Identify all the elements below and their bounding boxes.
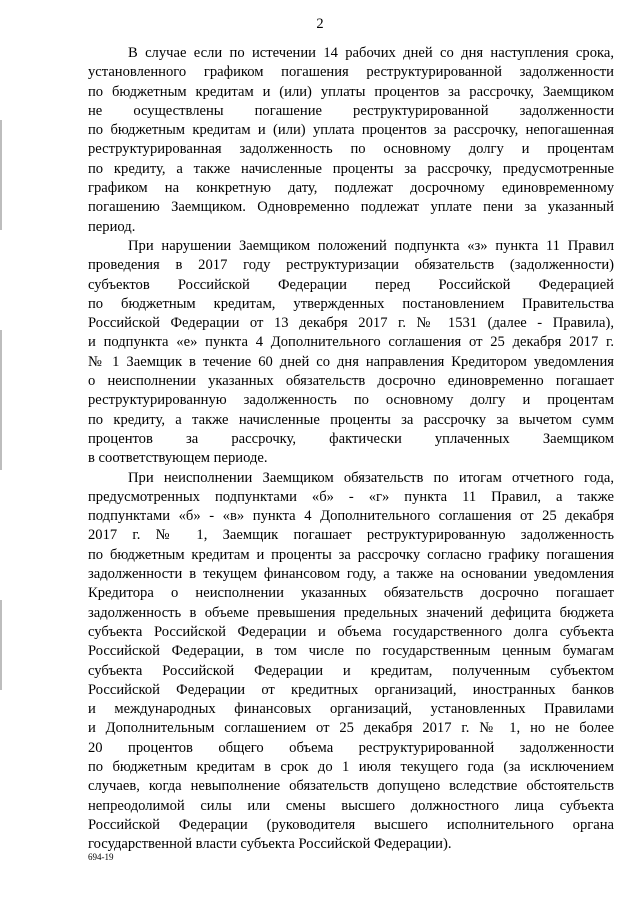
text-line: № 1 Заемщик в течение 60 дней со дня направления Кредитором уведомления	[88, 353, 614, 370]
text-line: задолженности в текущем финансовом году, а также на основании уведомления	[88, 566, 614, 583]
text-line: и Дополнительным соглашением от 25 декабря 2017 г. № 1, но не более	[88, 720, 614, 737]
text-line: реструктурированная задолженность по основному долгу и процентам	[88, 141, 614, 158]
text-line: государственной власти субъекта Российской Федерации).	[88, 836, 452, 853]
text-line: процентов за рассрочку, фактически уплаченных Заемщиком	[88, 430, 614, 447]
text-line: субъектов Российской Федерации перед Российской Федерацией	[88, 276, 614, 293]
text-line: 2017 г. № 1, Заемщик погашает реструктурированную задолженность	[88, 527, 614, 544]
text-line: 20 процентов общего объема реструктурированной задолженности	[88, 739, 614, 756]
text-line: проведения в 2017 году реструктуризации обязательств (задолженности)	[88, 257, 614, 274]
text-line: по бюджетным кредитам и (или) уплаты процентов за рассрочку, Заемщиком	[88, 83, 614, 100]
text-line: Российской Федерации от кредитных организаций, иностранных банков	[88, 681, 614, 698]
scan-edge-mark	[0, 330, 2, 470]
text-line: Российской Федерации, в том числе по государственным ценным бумагам	[88, 643, 614, 660]
text-line: предусмотренных подпунктами «б» - «г» пункта 11 Правил, а также	[88, 488, 614, 505]
paragraph	[88, 44, 614, 237]
text-line: по бюджетным кредитам в срок до 1 июля текущего года (за исключением	[88, 758, 614, 775]
text-line: о неисполнении указанных обязательств досрочно единовременно погашает	[88, 373, 614, 390]
text-line: по кредиту, а также начисленные проценты за рассрочку за вычетом сумм	[88, 411, 614, 428]
text-line: по бюджетным кредитам и (или) уплата процентов за рассрочку, непогашенная	[88, 122, 614, 139]
text-line: непреодолимой силы или смены высшего должностного лица субъекта	[88, 797, 614, 814]
text-line: в соответствующем периоде.	[88, 450, 268, 467]
text-line: и международных финансовых организаций, установленных Правилами	[88, 701, 614, 718]
scan-edge-mark	[0, 600, 2, 690]
text-line: не осуществлены погашение реструктурированной задолженности	[88, 102, 614, 119]
text-line: установленного графиком погашения реструктурированной задолженности	[88, 64, 614, 81]
text-line: задолженность в объеме превышения предельных значений дефицита бюджета	[88, 604, 614, 621]
document-body	[88, 44, 614, 854]
paragraph	[88, 469, 614, 855]
text-line: графиком на конкретную дату, подлежат досрочному единовременному	[88, 180, 614, 197]
text-line: реструктурированную задолженность по основному долгу и процентам	[88, 392, 614, 409]
text-line: по кредиту, а также начисленные проценты за рассрочку, предусмотренные	[88, 160, 614, 177]
text-line: При нарушении Заемщиком положений подпункта «з» пункта 11 Правил	[128, 237, 614, 254]
paragraph	[88, 237, 614, 469]
text-line: Российской Федерации (руководителя высшего исполнительного органа	[88, 816, 614, 833]
text-line: и подпункта «е» пункта 4 Дополнительного соглашения от 25 декабря 2017 г.	[88, 334, 614, 351]
text-line: При неисполнении Заемщиком обязательств по итогам отчетного года,	[128, 469, 614, 486]
text-line: погашению Заемщиком. Одновременно подлежат уплате пени за указанный	[88, 199, 614, 216]
text-line: по бюджетным кредитам, утвержденных постановлением Правительства	[88, 295, 614, 312]
page-number: 2	[316, 16, 324, 32]
text-line: период.	[88, 218, 136, 235]
text-line: субъекта Российской Федерации и объема государственного долга субъекта	[88, 623, 614, 640]
text-line: по бюджетным кредитам и проценты за рассрочку согласно графику погашения	[88, 546, 614, 563]
text-line: субъекта Российской Федерации и кредитам, полученным субъектом	[88, 662, 614, 679]
text-line: Российской Федерации от 13 декабря 2017 г. № 1531 (далее - Правила),	[88, 315, 614, 332]
text-line: Кредитора о неисполнении указанных обязательств досрочно погашает	[88, 585, 614, 602]
text-line: подпунктами «б» - «в» пункта 4 Дополнительного соглашения от 25 декабря	[88, 508, 614, 525]
text-line: случаев, когда невыполнение обязательств допущено вследствие обстоятельств	[88, 778, 614, 795]
scan-edge-mark	[0, 120, 2, 230]
text-line: В случае если по истечении 14 рабочих дней со дня наступления срока,	[128, 45, 614, 61]
document-code: 694-19	[88, 852, 114, 862]
